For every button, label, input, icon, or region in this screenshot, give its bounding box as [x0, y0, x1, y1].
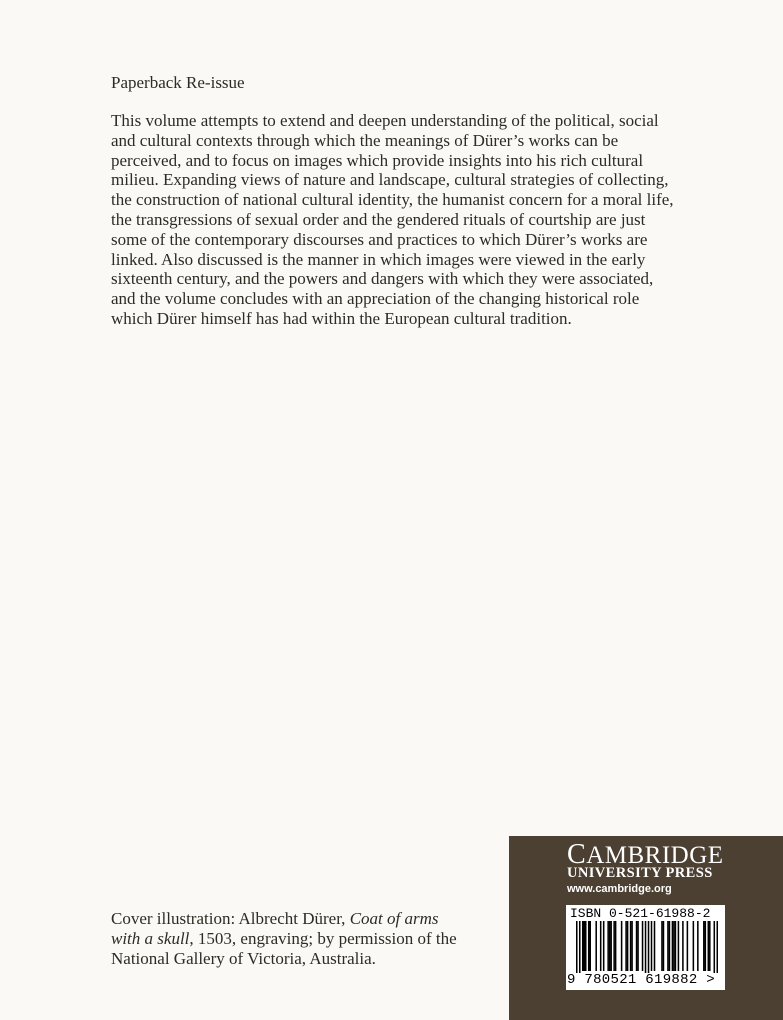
artwork-title: Coat of arms with a skull: [111, 909, 439, 948]
barcode-bar: [663, 921, 665, 971]
barcode-bar: [705, 921, 707, 971]
barcode-bar: [714, 921, 716, 973]
barcode-bars: [576, 921, 718, 973]
barcode-bar: [667, 921, 669, 971]
barcode-bar: [636, 921, 638, 971]
barcode-bar: [588, 921, 590, 971]
barcode-digits: 9 780521 619882 >: [567, 972, 715, 988]
barcode-bar: [576, 921, 578, 973]
barcode-bar: [703, 921, 705, 971]
barcode-bar: [708, 921, 710, 971]
section-heading: Paperback Re-issue: [111, 73, 245, 92]
credit-suffix: , 1503, engraving; by permission of the National Gallery of Victoria, Australia.: [111, 929, 457, 968]
cover-illustration-credit: [111, 909, 471, 969]
barcode-bar: [661, 921, 663, 971]
barcode-bar: [645, 921, 647, 973]
barcode-bar: [627, 921, 629, 971]
barcode-bar: [621, 921, 623, 971]
isbn-barcode: [566, 905, 725, 990]
barcode-bar: [630, 921, 632, 971]
credit-prefix: Cover illustration: Albrecht Dürer,: [111, 909, 350, 928]
barcode-bar: [654, 921, 656, 971]
barcode-bar: [717, 921, 718, 973]
barcode-bar: [682, 921, 684, 971]
barcode-bar: [603, 921, 605, 971]
publisher-name: CAMBRIDGE: [567, 839, 724, 870]
barcode-bar: [607, 921, 609, 971]
barcode-bar: [637, 921, 639, 971]
barcode-bar: [610, 921, 612, 971]
barcode-bar: [582, 921, 584, 971]
barcode-bar: [585, 921, 587, 971]
barcode-bar: [583, 921, 585, 971]
barcode-bar: [673, 921, 675, 971]
barcode-bar: [642, 921, 644, 971]
barcode-bar: [613, 921, 615, 971]
barcode-bar: [595, 921, 597, 971]
barcode-bar: [693, 921, 695, 971]
barcode-bar: [648, 921, 650, 973]
barcode-bar: [615, 921, 617, 971]
barcode-bar: [669, 921, 671, 971]
barcode-bar: [709, 921, 711, 971]
description-paragraph: This volume attempts to extend and deepen understanding of the political, social and cultural contexts through which the meanings of Dürer’s works can be perceived, and to focus on images which provide insights into his rich cultural milieu. Expanding views of nature and landscape, cultural strategies of collecting, the construction of national cultural identity, the humanist concern for a moral life, the transgressions of sexual order and the gendered rituals of courtship are just some of the contemporary discourses and practices to which Dürer’s works are linked. Also discussed is the manner in which images were viewed in the early sixteenth century, and the powers and dangers with which they were associated, and the volume concludes with an appreciation of the changing historical role which Dürer himself has had within the European cultural tradition.: [111, 111, 674, 328]
barcode-bar: [678, 921, 680, 971]
publisher-url: www.cambridge.org: [567, 883, 672, 895]
barcode-bar: [651, 921, 653, 971]
barcode-bar: [675, 921, 677, 971]
barcode-bar: [631, 921, 633, 971]
barcode-bar: [672, 921, 674, 971]
barcode-bar: [625, 921, 627, 971]
barcode-bar: [589, 921, 591, 971]
barcode-bar: [697, 921, 699, 971]
barcode-bar: [609, 921, 611, 971]
barcode-bar: [687, 921, 689, 971]
publisher-subtitle: UNIVERSITY PRESS: [567, 865, 713, 881]
barcode-bar: [600, 921, 602, 971]
barcode-bar: [579, 921, 581, 973]
isbn-label: ISBN 0-521-61988-2: [570, 906, 711, 921]
publisher-block: [509, 836, 783, 1020]
